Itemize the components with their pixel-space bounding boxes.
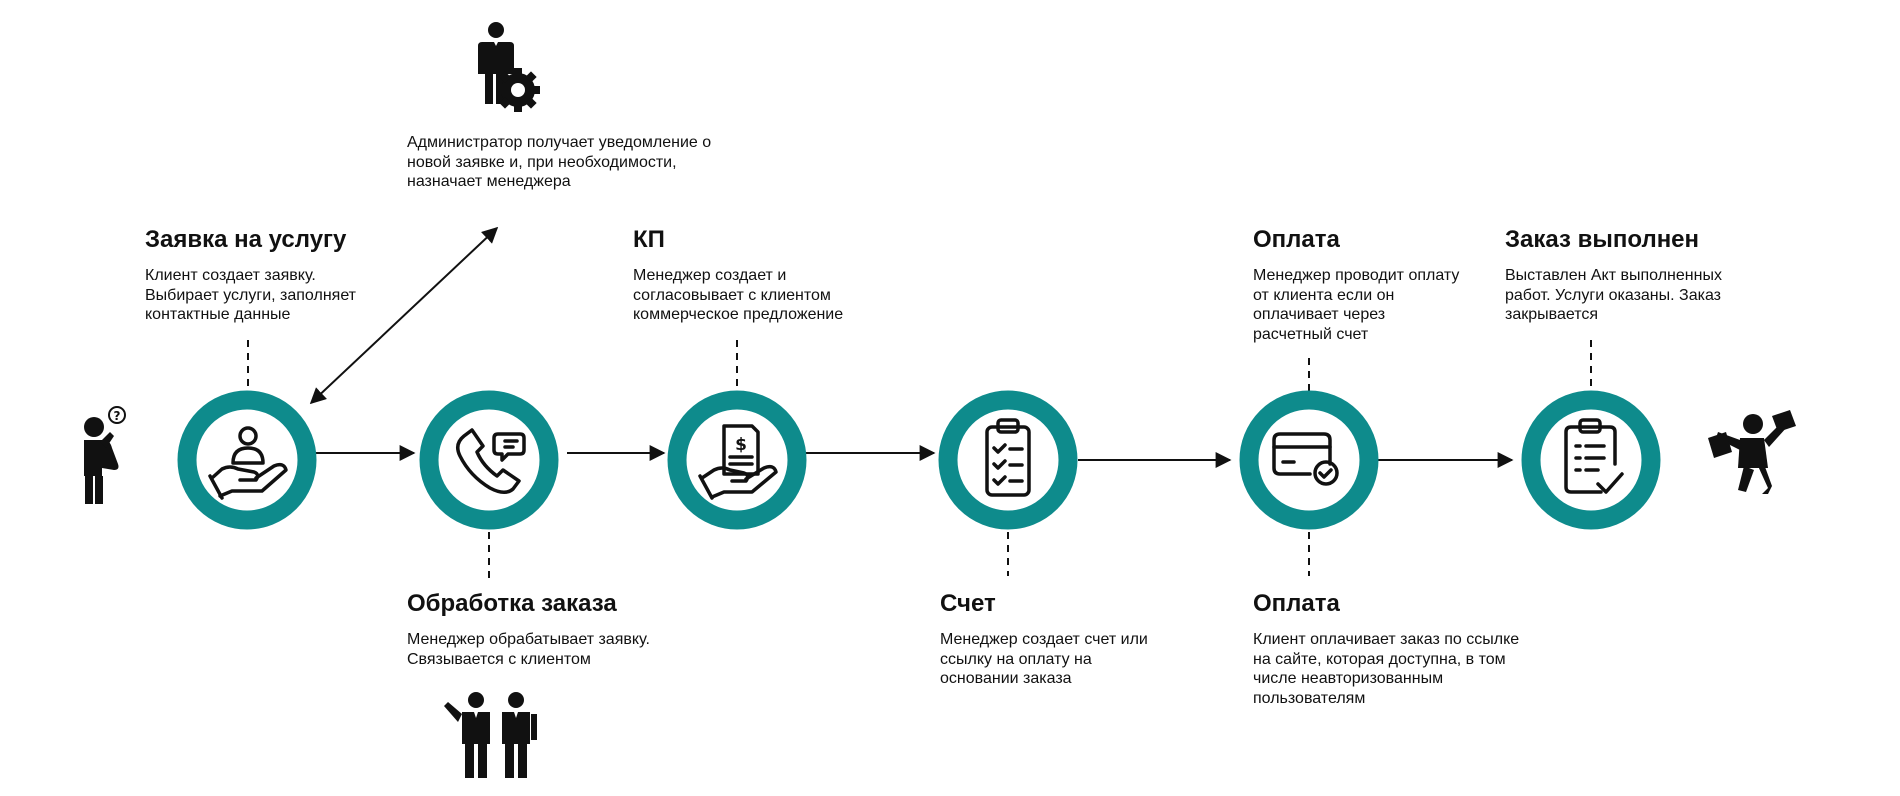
payment-manager-title: Оплата <box>1253 226 1340 253</box>
step-ring-kp <box>677 400 797 520</box>
invoice-description: Менеджер создает счет или ссылку на оплату на основании заказа <box>940 631 1148 687</box>
kp-title: КП <box>633 226 665 253</box>
request-description: Клиент создает заявку. Выбирает услуги, заполняет контактные данные <box>145 267 357 323</box>
order-done-title: Заказ выполнен <box>1505 226 1700 253</box>
step-ring-request <box>187 400 307 520</box>
step-ring-processing <box>429 400 549 520</box>
admin-description: Администратор получает уведомление о новой заявке и, при необходимости, назначает менеджера <box>407 134 712 190</box>
step-ring-done <box>1531 400 1651 520</box>
svg-text:$: $ <box>735 435 747 455</box>
step-ring-invoice <box>948 400 1068 520</box>
payment-manager-description: Менеджер проводит оплату от клиента если он оплачивает через расчетный счет <box>1253 267 1460 343</box>
order-done-description: Выставлен Акт выполненных работ. Услуги оказаны. Заказ закрывается <box>1505 267 1722 323</box>
processing-description: Менеджер обрабатывает заявку. Связывается с клиентом <box>407 631 650 668</box>
thinking-client-icon <box>84 407 125 504</box>
payment-client-description: Клиент оплачивает заказ по ссылке на сайте, которая доступна, в том числе неавторизованным пользователям <box>1253 631 1520 707</box>
step-ring-payment <box>1249 400 1369 520</box>
admin-settings-icon <box>478 22 540 112</box>
processing-title: Обработка заказа <box>407 590 617 617</box>
payment-client-title: Оплата <box>1253 590 1340 617</box>
svg-text:?: ? <box>113 409 121 423</box>
request-title: Заявка на услугу <box>145 226 347 253</box>
two-managers-icon <box>444 692 537 778</box>
happy-shopper-icon <box>1708 410 1796 494</box>
invoice-title: Счет <box>940 590 996 617</box>
kp-description: Менеджер создает и согласовывает с клиентом коммерческое предложение <box>633 267 844 323</box>
